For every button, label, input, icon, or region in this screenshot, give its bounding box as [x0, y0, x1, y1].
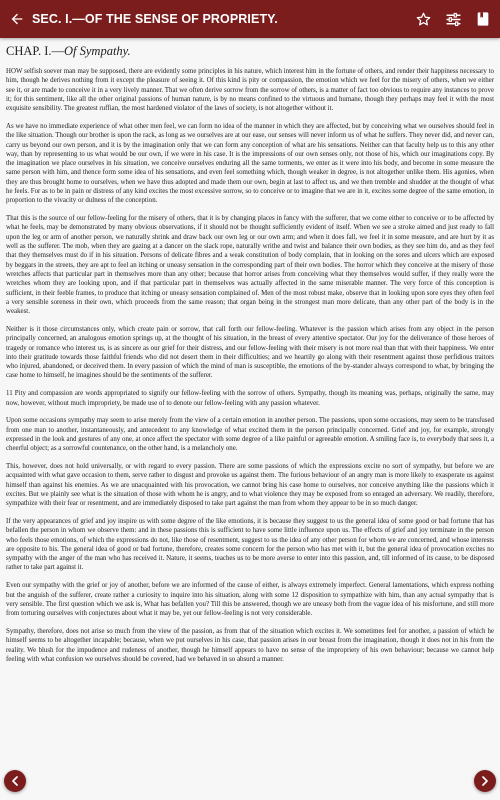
- reader-content[interactable]: [0, 38, 500, 800]
- paragraph: Neither is it those circumstances only, which create pain or sorrow, that call forth our fellow-feeling. Whatever is the passion which arises from any object in the person principally concerned, an analogous emotion springs up, at the thought of his situation, in the breast of every attentive spectator. Our joy for the deliverance of those heroes of tragedy or romance who interest us, is as sincere as our grief for their distress, and our fellow-feeling with their misery is not more real than that with their happiness. We enter into their gratitude towards those faithful friends who did not desert them in their difficulties; and we heartily go along with their resentment against those perfidious traitors who injured, abandoned, or deceived them. In every passion of which the mind of man is susceptible, the emotions of the by-stander always correspond to what, by bringing the case home to himself, he imagines should be the sentiments of the sufferer.: [6, 325, 494, 380]
- back-button[interactable]: [2, 0, 32, 38]
- paragraph: That this is the source of our fellow-feeling for the misery of others, that it is by changing places in fancy with the sufferer, that we come either to conceive or to be affected by what he feels, may be demonstrated by many obvious observations, if it should not be thought sufficiently evident of itself. When we see a stroke aimed and just ready to fall upon the leg or arm of another person, we naturally shrink and draw back our own leg or our own arm; and when it does fall, we feel it in some measure, and are hurt by it as well as the sufferer. The mob, when they are gazing at a dancer on the slack rope, naturally writhe and twist and balance their own bodies, as they see him do, and as they feel that they themselves must do if in his situation. Persons of delicate fibres and a weak constitution of body complain, that in looking on the sores and ulcers which are exposed by beggars in the streets, they are apt to feel an itching or uneasy sensation in the corresponding part of their own bodies. The horror which they conceive at the misery of those wretches affects that particular part in themselves more than any other; because that horror arises from conceiving what they themselves would suffer, if they really were the wretches whom they are looking upon, and if that particular part in themselves was actually affected in the same miserable manner. The very force of this conception is sufficient, in their feeble frames, to produce that itching or uneasy sensation complained of. Men of the most robust make, observe that in looking upon sore eyes they often feel a very sensible soreness in their own, which proceeds from the same reason; that organ being in the strongest man more delicate, than any other part of the body is in the weakest.: [6, 215, 494, 316]
- paragraph: 11 Pity and compassion are words appropriated to signify our fellow-feeling with the sorrow of others. Sympathy, though its meaning was, perhaps, originally the same, may now, however, without much impropriety, be made use of to denote our fellow-feeling with any passion whatever.: [6, 390, 494, 407]
- app-bar: [0, 0, 500, 38]
- sliders-icon: [445, 11, 462, 28]
- arrow-left-icon: [9, 11, 25, 27]
- paragraph: If the very appearances of grief and joy inspire us with some degree of the like emotions, it is because they suggest to us the general idea of some good or bad fortune that has befallen the person in whom we observe them: and in these passions this is sufficient to have some little influence upon us. The effects of grief and joy terminate in the person who feels those emotions, of which the expressions do not, like those of resentment, suggest to us the idea of any other person for whom we are concerned, and whose interests are opposite to his. The general idea of good or bad fortune, therefore, creates some concern for the person who has met with it, but the general idea of provocation excites no sympathy with the anger of the man who has received it. Nature, it seems, teaches us to be more averse to enter into this passion, and, till informed of its cause, to be disposed rather to take part against it.: [6, 517, 494, 572]
- star-outline-icon: [415, 11, 432, 28]
- chevron-right-icon: [479, 775, 491, 787]
- bookmark-button[interactable]: [408, 0, 438, 38]
- chapter-heading: [6, 44, 494, 58]
- chevron-left-icon: [9, 775, 21, 787]
- paragraph: Even our sympathy with the grief or joy of another, before we are informed of the cause of either, is always extremely imperfect. General lamentations, which express nothing but the anguish of the sufferer, create rather a curiosity to inquire into his situation, along with some 12 disposition to sympathize with him, than any actual sympathy that is very sensible. The first question which we ask is, What has befallen you? Till this be answered, though we are uneasy both from the vague idea of his misfortune, and still more from torturing ourselves with conjectures about what it may be, yet our fellow-feeling is not very considerable.: [6, 582, 494, 618]
- next-page-button[interactable]: [474, 770, 496, 792]
- paragraph: As we have no immediate experience of what other men feel, we can form no idea of the manner in which they are affected, but by conceiving what we ourselves should feel in the like situation. Though our brother is upon the rack, as long as we ourselves are at our ease, our senses will never inform us of what he suffers. They never did, and never can, carry us beyond our own person, and it is by the imagination only that we can form any conception of what are his sensations. Neither can that faculty help us to this any other way, than by representing to us what would be our own, if we were in his case. It is the impressions of our own senses only, not those of his, which our imaginations copy. By the imagination we place ourselves in his situation, we conceive ourselves enduring all the same torments, we enter as it were into his body, and become in some measure the same person with him, and thence form some idea of his sensations, and even feel something which, though weaker in degree, is not altogether unlike them. His agonies, when they are thus brought home to ourselves, when we have thus adopted and made them our own, begin at last to affect us, and we then tremble and shudder at the thought of what he feels. For as to be in pain or distress of any kind excites the most excessive sorrow, so to conceive or to imagine that we are in it, excites some degree of the same emotion, in proportion to the vivacity or dulness of the conception.: [6, 122, 494, 205]
- page-title: SEC. I.—OF THE SENSE OF PROPRIETY.: [32, 12, 278, 26]
- paragraph: Upon some occasions sympathy may seem to arise merely from the view of a certain emotion in another person. The passions, upon some occasions, may seem to be transfused from one man to another, instantaneously, and antecedent to any knowledge of what excited them in the person principally concerned. Grief and joy, for example, strongly expressed in the look and gestures of any one, at once affect the spectator with some degree of a like painful or agreeable emotion. A smiling face is, to everybody that sees it, a cheerful object; as a sorrowful countenance, on the other hand, is a melancholy one.: [6, 417, 494, 453]
- chapter-title: Of Sympathy.: [64, 44, 131, 58]
- chapter-label: CHAP. I.—: [6, 44, 64, 58]
- paragraph: HOW selfish soever man may be supposed, there are evidently some principles in his nature, which interest him in the fortune of others, and render their happiness necessary to him, though he derives nothing from it except the pleasure of seeing it. Of this kind is pity or compassion, the emotion which we feel for the misery of others, when we either see it, or are made to conceive it in a very lively manner. That we often derive sorrow from the sorrow of others, is a matter of fact too obvious to require any instances to prove it; for this sentiment, like all the other original passions of human nature, is by no means confined to the virtuous and humane, though they perhaps may feel it with the most exquisite sensibility. The greatest ruffian, the most hardened violator of the laws of society, is not altogether without it.: [6, 68, 494, 113]
- settings-button[interactable]: [438, 0, 468, 38]
- book-icon: [475, 11, 491, 27]
- contents-button[interactable]: [468, 0, 498, 38]
- previous-page-button[interactable]: [4, 770, 26, 792]
- paragraph: This, however, does not hold universally, or with regard to every passion. There are some passions of which the expressions excite no sort of sympathy, but before we are acquainted with what gave occasion to them, serve rather to disgust and provoke us against them. The furious behaviour of an angry man is more likely to exasperate us against himself than against his enemies. As we are unacquainted with his provocation, we cannot bring his case home to ourselves, nor conceive anything like the passions which it excites. But we plainly see what is the situation of those with whom he is angry, and to what violence they may be exposed from so enraged an adversary. We readily, therefore, sympathize with their fear or resentment, and are immediately disposed to take part against the man from whom they appear to be in so much danger.: [6, 462, 494, 508]
- paragraph: Sympathy, therefore, does not arise so much from the view of the passion, as from that of the situation which excites it. We sometimes feel for another, a passion of which he himself seems to be altogether incapable; because, when we put ourselves in his case, that passion arises in our breast from the imagination, though it does not in his from the reality. We blush for the impudence and rudeness of another, though he himself appears to have no sense of the impropriety of his own behaviour; because we cannot help feeling with what confusion we ourselves should be covered, had we behaved in so absurd a manner.: [6, 627, 494, 663]
